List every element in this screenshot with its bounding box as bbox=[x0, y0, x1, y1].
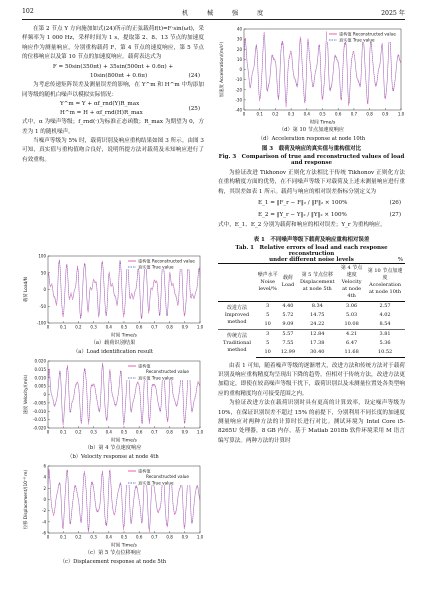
table-cell: 2.57 bbox=[379, 302, 391, 309]
paragraph: 在第 2 节点 Y 方向施加如式(24)所示的正弦载荷f(t)=F·sin(ωt)，采样频率为 1 000 Hz，采样时间为 1 s，提取第 2、8、13 节点的加速度响应作为测量响应，分别重构载荷 F，第 4 节点的速度响应，第 5 节点的位移响应以及第 10 节点的加速度响应。载荷表达式为 bbox=[22, 26, 204, 61]
legend-label-reconstructed: 重构值 Reconstructed value bbox=[138, 258, 195, 264]
x-tick-label: 0.5 bbox=[319, 111, 326, 117]
x-tick-label: 0.9 bbox=[181, 324, 188, 330]
table-cell: 14.75 bbox=[310, 311, 325, 318]
equation-text: H^m = H + αf_rnd(H)R_max bbox=[60, 110, 143, 117]
legend-label-true: 真实值 True value bbox=[138, 480, 174, 486]
table-cell: 4.40 bbox=[282, 302, 294, 309]
equation-text: F = 50sin(350πt) + 35sin(500πt + 0.6π) + bbox=[52, 63, 174, 70]
equation-24-line2 bbox=[22, 72, 204, 81]
legend-label-reconstructed: 重构值 bbox=[138, 468, 151, 474]
y-tick-label: 40 bbox=[236, 26, 242, 32]
table-header-cell: 载荷 Load bbox=[279, 263, 296, 301]
x-tick-label: 0.8 bbox=[166, 324, 173, 330]
table-1-title-en-2 bbox=[218, 257, 405, 263]
x-tick-label: 0.3 bbox=[90, 324, 97, 330]
table-1 bbox=[218, 263, 405, 358]
table-cell: 30.40 bbox=[296, 348, 338, 358]
caption-c-en: （c）Displacement response at node 5th bbox=[59, 559, 167, 565]
caption-a-cn: （a）载荷识别结果 bbox=[90, 340, 136, 346]
table-cell: 17.38 bbox=[310, 339, 325, 346]
table-cell: 5.36 bbox=[379, 339, 391, 346]
table-cell: 4.21 bbox=[346, 330, 358, 337]
legend-label-true: 真实值 True value bbox=[138, 375, 174, 381]
legend-label-reconstructed-en: Reconstructed value bbox=[146, 369, 189, 374]
x-axis-label: 时间 Time/s bbox=[111, 333, 137, 338]
table-cell: 11.68 bbox=[338, 348, 365, 358]
equation-26 bbox=[218, 197, 405, 209]
x-tick-label: 0.7 bbox=[350, 111, 358, 117]
y-tick-label: 4 bbox=[43, 474, 46, 480]
table-header-cell: 第 4 节点速度 Velocity at node 4th bbox=[338, 263, 365, 301]
load-chart bbox=[22, 252, 204, 338]
x-tick-label: 0.6 bbox=[136, 534, 143, 540]
displacement-chart bbox=[22, 462, 204, 548]
x-tick-label: 0 bbox=[46, 534, 50, 540]
journal-name-3: 强 bbox=[232, 10, 239, 17]
table-cell: 7.55 bbox=[282, 339, 294, 346]
equation-number: (26) bbox=[389, 200, 401, 207]
x-tick-label: 0.1 bbox=[60, 534, 67, 540]
method-cell: 传统方法 Traditional method bbox=[223, 332, 251, 353]
table-cell: 9.09 bbox=[282, 320, 294, 327]
x-tick-label: 0.8 bbox=[166, 429, 173, 435]
paragraph: 为验证改进 Tikhonov 正则化方法相比于传统 Tikhonov 正则化方法在重构精度方面的优势，在不同噪声等级下对载荷及上述未测量响应进行重构，其误差如表 1 所示。载荷与响应的相对误差指标分别定义为 bbox=[218, 170, 405, 195]
running-header bbox=[22, 7, 405, 20]
y-tick-label: -10 bbox=[235, 77, 242, 83]
table-cell: 5.03 bbox=[346, 311, 358, 318]
table-1-title-cn: 表 1 不同噪声等级下载荷及响应重构相对误差 bbox=[253, 236, 370, 243]
x-tick-label: 0.3 bbox=[287, 111, 295, 117]
page-number: 102 bbox=[22, 8, 34, 15]
y-tick-label: 0 bbox=[239, 67, 242, 72]
legend-label-true: 真实值 True value bbox=[339, 37, 375, 43]
y-tick-label: 0 bbox=[43, 497, 46, 502]
x-tick-label: 0.1 bbox=[256, 111, 263, 117]
table-cell: 8.34 bbox=[311, 302, 323, 309]
y-tick-label: 30 bbox=[236, 36, 242, 42]
equation-text: 10sin(800πt + 0.6π) bbox=[90, 73, 148, 80]
y-tick-label: -20 bbox=[235, 87, 242, 93]
x-axis-label: 时间 Time/s bbox=[111, 438, 137, 443]
table-cell: 6.47 bbox=[346, 339, 358, 346]
y-tick-label: -30 bbox=[235, 97, 242, 103]
table-header-cell: 噪声水平 Noise level/% bbox=[256, 263, 279, 301]
x-tick-label: 0.1 bbox=[60, 429, 67, 435]
right-text-2 bbox=[218, 362, 405, 447]
x-tick-label: 1.0 bbox=[397, 111, 405, 117]
y-tick-label: 0 bbox=[43, 287, 46, 292]
y-tick-label: -4 bbox=[42, 519, 46, 525]
table-cell: 24.22 bbox=[310, 320, 325, 327]
x-tick-label: 0.8 bbox=[366, 111, 373, 117]
x-tick-label: 0 bbox=[46, 429, 50, 435]
table-cell: 10.08 bbox=[344, 320, 359, 327]
x-tick-label: 0.4 bbox=[105, 429, 112, 435]
y-tick-label: 50 bbox=[40, 270, 46, 276]
table-cell: 5 bbox=[266, 311, 270, 318]
journal-name-2: 械 bbox=[207, 10, 214, 17]
x-tick-label: 0.1 bbox=[60, 324, 67, 330]
table-cell: 5.57 bbox=[282, 330, 294, 337]
right-text-1 bbox=[218, 169, 405, 231]
x-tick-label: 0.5 bbox=[120, 534, 128, 540]
y-axis-label: 速度 Velocity/(m/s) bbox=[24, 374, 29, 415]
equation-text: Y^m = Y + αf_rnd(Y)R_max bbox=[60, 101, 140, 108]
y-tick-label: -0.020 bbox=[33, 425, 46, 431]
paragraph: 为考虑传递矩阵误差及测量误差的影响，在 Y^m 和 H^m 中均添加同等级的随机白噪声以模拟实际情况： bbox=[22, 82, 204, 98]
table-header-cell: 第 5 节点位移 Displacement at node 5th bbox=[296, 263, 338, 301]
x-tick-label: 0.6 bbox=[335, 111, 342, 117]
caption-d-cn: （d）第 10 节点加速度响应 bbox=[278, 127, 345, 133]
right-column bbox=[218, 25, 405, 446]
equation-25 bbox=[22, 100, 204, 118]
method-cell: 改进方法 Improved method bbox=[224, 304, 250, 325]
x-tick-label: 0.6 bbox=[136, 324, 143, 330]
year: 2025 年 bbox=[381, 10, 405, 17]
x-tick-label: 1.0 bbox=[196, 534, 204, 540]
x-tick-label: 0.7 bbox=[151, 324, 158, 330]
figure-3-left-panels bbox=[22, 252, 204, 567]
y-axis-label: 载荷 Load/N bbox=[24, 277, 29, 302]
table-1-title-en-1: Tab. 1 Relative errors of load and each response reconstruction bbox=[235, 244, 388, 257]
x-tick-label: 0 bbox=[242, 111, 246, 117]
table-header-cell bbox=[218, 263, 256, 301]
equation-27 bbox=[218, 209, 405, 221]
paragraph: 由表 1 可知，随着噪声等级的逐渐增大，改进方法和传统方法对于载荷识别及响应重构精度均呈现出下降的趋势。但相对于传统方法，改进方法更加稳定，即使在较高噪声等级干扰下，载荷识别以及未测量位置处各类型响应的重构精度均在可接受范围之内。 bbox=[218, 362, 405, 397]
table-cell: 10.52 bbox=[365, 348, 405, 358]
x-tick-label: 0.4 bbox=[303, 111, 310, 117]
table-cell: 12.99 bbox=[279, 348, 296, 358]
x-tick-label: 0.2 bbox=[272, 111, 279, 117]
table-title-line: under different noise levels bbox=[269, 256, 354, 263]
left-column bbox=[22, 25, 204, 165]
y-axis-label: 加速度 Acceleration/(m/s²) bbox=[220, 41, 225, 98]
acceleration-chart bbox=[218, 25, 405, 125]
caption-b-cn: （b）第 4 节点速度响应 bbox=[84, 445, 142, 451]
table-cell: 12.84 bbox=[310, 330, 325, 337]
equation-number: (24) bbox=[188, 73, 200, 80]
table-row bbox=[218, 301, 405, 311]
chart-panel-a bbox=[22, 252, 204, 355]
caption-a-en: （a）Load identification result bbox=[73, 349, 153, 355]
chart-panel-c bbox=[22, 462, 204, 565]
table-cell: 3 bbox=[266, 330, 270, 337]
y-tick-label: 20 bbox=[236, 46, 242, 52]
equation-number: (27) bbox=[389, 212, 401, 219]
caption-b-en: （b）Velocity response at node 4th bbox=[67, 454, 159, 460]
table-cell: 4.02 bbox=[379, 311, 391, 318]
x-tick-label: 0.7 bbox=[151, 429, 158, 435]
caption-d-en: （d）Acceleration response at node 10th bbox=[257, 136, 366, 142]
table-cell: 10 bbox=[264, 320, 271, 327]
table-cell: 3.06 bbox=[346, 302, 358, 309]
y-tick-label: -2 bbox=[42, 508, 46, 514]
x-tick-label: 0.5 bbox=[120, 429, 128, 435]
table-header-cell: 第 10 节点加速度 Acceleration at node 10th bbox=[365, 263, 405, 301]
legend-label-reconstructed-en: Reconstructed value bbox=[146, 474, 189, 479]
x-tick-label: 0.9 bbox=[181, 534, 188, 540]
table-row bbox=[218, 329, 405, 339]
x-tick-label: 0.9 bbox=[181, 429, 188, 435]
x-tick-label: 0.7 bbox=[151, 534, 158, 540]
legend-label-reconstructed: 重构值 Reconstructed value bbox=[339, 31, 396, 37]
x-tick-label: 0.2 bbox=[75, 324, 82, 330]
equation-number: (25) bbox=[188, 105, 200, 112]
table-unit: % bbox=[397, 256, 403, 263]
x-tick-label: 1.0 bbox=[196, 429, 204, 435]
y-axis-label: 位移 Displacement/(10⁻⁶ m) bbox=[24, 469, 29, 530]
y-tick-label: 0.015 bbox=[34, 366, 46, 372]
figure-3-caption-cn: 图 3 载荷及响应的真实值与重构值对比 bbox=[261, 146, 362, 152]
x-tick-label: 0.3 bbox=[90, 534, 97, 540]
x-tick-label: 0.2 bbox=[75, 534, 82, 540]
table-cell: 5.72 bbox=[282, 311, 294, 318]
equation-text: E_1 = ‖F_r − F‖₂ / ‖F‖₂ × 100% bbox=[258, 200, 348, 207]
x-tick-label: 0.5 bbox=[120, 324, 128, 330]
x-tick-label: 1.0 bbox=[196, 324, 204, 330]
y-tick-label: 0 bbox=[43, 392, 46, 397]
caption-c-cn: （c）第 5 节点位移响应 bbox=[84, 550, 142, 556]
x-axis-label: 时间 Time/s bbox=[309, 120, 336, 125]
y-tick-label: 10 bbox=[236, 56, 242, 62]
table-cell: 3.81 bbox=[379, 330, 391, 337]
series-reconstructed-line bbox=[244, 31, 401, 107]
paragraph: 式中，α 为噪声等级；f_rnd(·)为标准正态函数；R_max 为期望为 0，方差为 1 的随机噪声。 bbox=[22, 119, 204, 135]
velocity-chart bbox=[22, 357, 204, 443]
journal-name-4: 度 bbox=[257, 10, 264, 17]
paragraph: 为验证改进方法在载荷识别时具有更高的计算效率，设定噪声等级为 10%，在保证识别误差不超过 15% 的前提下，分别利用不同长度的加速度测量响应对两种方法的计算时长进行对比。测试环境为 Intel Core i5-8265U 处理器，8 GB 内存，基于 Matlab 2018b 软件环境采用 M 语言编写算法。两种方法的计算时 bbox=[218, 400, 405, 444]
series-true-line bbox=[244, 35, 401, 103]
legend-label-reconstructed: 重构值 bbox=[138, 363, 151, 369]
x-tick-label: 0.4 bbox=[105, 324, 112, 330]
legend-label-true: 真实值 True value bbox=[138, 264, 174, 270]
equation-24-line1 bbox=[22, 63, 204, 72]
x-tick-label: 0.9 bbox=[382, 111, 389, 117]
y-tick-label: -0.005 bbox=[33, 400, 46, 406]
table-cell: 8.54 bbox=[379, 320, 391, 327]
chart-panel-b bbox=[22, 357, 204, 460]
y-tick-label: 2 bbox=[43, 485, 46, 491]
y-tick-label: -40 bbox=[235, 107, 242, 113]
x-tick-label: 0.4 bbox=[105, 534, 112, 540]
table-cell: 5 bbox=[266, 339, 270, 346]
x-tick-label: 0.8 bbox=[166, 534, 173, 540]
y-tick-label: -0.010 bbox=[33, 408, 46, 414]
chart-panel-d bbox=[218, 25, 405, 142]
y-tick-label: -100 bbox=[36, 320, 46, 326]
journal-name-1: 机 bbox=[182, 10, 189, 17]
x-tick-label: 0.6 bbox=[136, 429, 143, 435]
paragraph: 式中，E_1、E_2 分别为载荷和响应的相对误差；Y_r 为重构响应。 bbox=[218, 222, 386, 229]
y-tick-label: -6 bbox=[42, 530, 46, 536]
y-tick-label: 6 bbox=[43, 463, 46, 469]
y-tick-label: -50 bbox=[39, 303, 46, 309]
table-cell: 10 bbox=[256, 348, 279, 358]
table-cell: 3 bbox=[266, 302, 270, 309]
y-tick-label: 0.005 bbox=[34, 383, 46, 389]
paragraph: 当噪声等级为 5% 时，载荷识别及响应重构结果如图 3 所示。由图 3 可知，真实值与重构值吻合良好，说明所提方法对载荷及未知响应进行了有效重构。 bbox=[22, 138, 204, 163]
x-tick-label: 0 bbox=[46, 324, 50, 330]
y-tick-label: 0.020 bbox=[34, 358, 46, 364]
y-tick-label: -0.015 bbox=[33, 417, 46, 423]
x-axis-label: 时间 Time/s bbox=[111, 543, 137, 548]
series-true-line bbox=[48, 260, 200, 318]
x-tick-label: 0.3 bbox=[90, 429, 97, 435]
figure-3-caption-en: Fig. 3 Comparison of true and reconstructed values of load and response bbox=[218, 154, 405, 166]
y-tick-label: 0.010 bbox=[34, 375, 46, 381]
x-tick-label: 0.2 bbox=[75, 429, 82, 435]
equation-text: E_2 = ‖Y_r − Y‖₂ / ‖Y‖₂ × 100% bbox=[258, 212, 347, 219]
y-tick-label: 100 bbox=[38, 253, 46, 259]
